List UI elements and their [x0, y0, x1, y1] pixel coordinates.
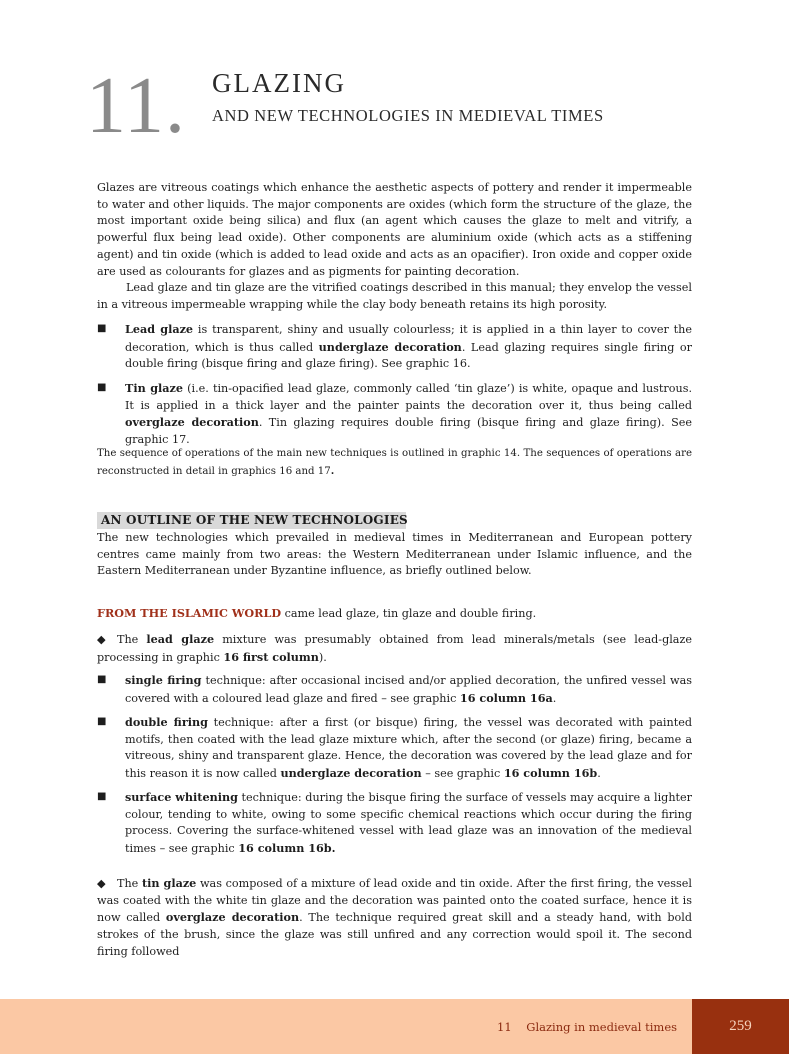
- underglaze-term: underglaze decoration: [318, 339, 462, 354]
- single-firing-text: technique: after occasional incised and/or applied decoration, the unfired vessel was covered with a coloured lead glaze and fired – see graphic: [125, 674, 692, 705]
- sequence-note: [97, 446, 692, 480]
- single-firing-end: .: [552, 691, 557, 705]
- intro-paragraph-2: Lead glaze and tin glaze are the vitrified coatings described in this manual; they envelop the vessel in a vitreous impermeable wrapping while the clay body beneath retains its high porosity.: [97, 281, 692, 311]
- lead-mix-text-3: ).: [318, 650, 327, 664]
- chapter-number: 11.: [86, 62, 187, 150]
- overglaze-term: overglaze decoration: [125, 415, 259, 430]
- running-footer: 11 Glazing in medieval times: [497, 1020, 678, 1034]
- diamond-bullet-icon: ◆: [97, 877, 106, 890]
- double-firing-bullet: [125, 714, 692, 783]
- tin-glaze-term: Tin glaze: [125, 381, 183, 395]
- surface-whitening-bullet: [125, 789, 692, 858]
- double-firing-term: double firing: [125, 715, 208, 729]
- diamond-bullet-icon: ◆: [97, 633, 106, 646]
- double-firing-end: .: [597, 767, 601, 781]
- double-firing-underglaze: underglaze decoration: [280, 766, 422, 781]
- outline-paragraph: The new technologies which prevailed in medieval times in Mediterranean and European pottery centres came mainly from two areas: the Western Mediterranean under Islamic influence, and the Eastern Mediterranean under Byzantine influence, as briefly outlined below.: [97, 531, 692, 578]
- bullet-square-icon: ■: [97, 382, 107, 393]
- tin-mix-text-3: . The technique required great skill and a steady hand, with bold strokes of the brush, since the glaze was still unfired and any correction would spoil it. The second firing followed: [97, 911, 692, 958]
- tin-mix-text: The: [117, 877, 142, 890]
- lead-mix-term: lead glaze: [146, 632, 215, 646]
- lead-glaze-term: Lead glaze: [125, 322, 194, 336]
- sequence-note-period: .: [330, 464, 335, 477]
- chapter-title: GLAZING: [212, 68, 346, 98]
- single-firing-bullet: [125, 672, 692, 707]
- bullet-square-icon: ■: [97, 674, 107, 685]
- tin-mix-text-2: was composed of a mixture of lead oxide and tin oxide. After the first firing, the vessel was coated with the white tin glaze and the decoration was painted onto the coated surface, hence it is now called: [97, 877, 692, 925]
- bullet-square-icon: ■: [97, 323, 107, 334]
- section-heading: AN OUTLINE OF THE NEW TECHNOLOGIES: [101, 513, 408, 527]
- bullet-square-icon: ■: [97, 791, 107, 802]
- lead-glaze-text-end: . Lead glazing requires single firing or double firing (bisque firing and glaze firing). See graphic 16.: [125, 340, 692, 371]
- intro-paragraph-1: Glazes are vitreous coatings which enhance the aesthetic aspects of pottery and render it impermeable to water and other liquids. The major components are oxides (which form the structure of the glaze, the most important oxide being silica) and flux (an agent which causes the glaze to melt and vitrify, a powerful flux being lead oxide). Other components are aluminium oxide (which acts as a stiffening agent) and tin oxide (which is added to lead oxide and acts as an opacifier). Iron oxide and copper oxide are used as colourants for glazes and as pigments for painting decoration.: [97, 181, 692, 278]
- lead-mix-text-2: mixture was presumably obtained from lead minerals/metals (see lead-glaze processing in graphic: [97, 633, 692, 664]
- double-firing-text: technique: after a first (or bisque) firing, the vessel was decorated with painted motifs, then coated with the lead glaze mixture which, after the second (or glaze) firing, became a vitreous, shiny and transparent glaze. Hence, the decoration was covered by the lead glaze and for this reason it is now called: [125, 716, 692, 781]
- tin-glaze-mixture-paragraph: [97, 875, 692, 961]
- single-firing-ref: 16 column 16a: [459, 690, 553, 705]
- tin-glaze-text-end: . Tin glazing requires double firing (bisque firing and glaze firing). See graphic 17.: [125, 416, 692, 447]
- sequence-note-text: The sequence of operations of the main new techniques is outlined in graphic 14. The sequences of operations are reconstructed in detail in graphics 16 and 17: [97, 448, 692, 477]
- tin-glaze-bullet: [125, 380, 692, 449]
- tin-glaze-text: (i.e. tin-opacified lead glaze, commonly called ‘tin glaze’) is white, opaque and lustrous. It is applied in a thick layer and the painter paints the decoration over it, thus being called: [125, 382, 692, 412]
- lead-mix-ref: 16 first column: [223, 649, 319, 664]
- double-firing-ref: 16 column 16b: [503, 766, 598, 781]
- surface-whitening-ref: 16 column 16b.: [238, 841, 336, 856]
- lead-glaze-text: is transparent, shiny and usually colourless; it is applied in a thin layer to cover the decoration, which is thus called: [125, 323, 692, 354]
- page-number: 259: [729, 1018, 752, 1034]
- chapter-subtitle: AND NEW TECHNOLOGIES IN MEDIEVAL TIMES: [212, 106, 604, 125]
- lead-glaze-bullet: [125, 321, 692, 373]
- islamic-world-label: FROM THE ISLAMIC WORLD: [97, 606, 282, 620]
- tin-mix-overglaze: overglaze decoration: [165, 910, 300, 925]
- islamic-world-intro: [97, 605, 692, 623]
- surface-whitening-term: surface whitening: [125, 790, 238, 804]
- tin-mix-term: tin glaze: [141, 876, 197, 890]
- double-firing-text-2: – see graphic: [421, 767, 504, 781]
- islamic-world-text: came lead glaze, tin glaze and double firing.: [281, 607, 537, 620]
- single-firing-term: single firing: [125, 673, 202, 687]
- surface-whitening-text: technique: during the bisque firing the surface of vessels may acquire a lighter colour, tending to white, owing to some specific chemical reactions which occur during the firing process. Covering the surface-whitened vessel with lead glaze was an innovation of the medieval times – see graphic: [125, 791, 692, 856]
- lead-mix-text: The: [117, 633, 147, 646]
- lead-glaze-mixture-paragraph: [97, 631, 692, 666]
- bullet-square-icon: ■: [97, 716, 107, 727]
